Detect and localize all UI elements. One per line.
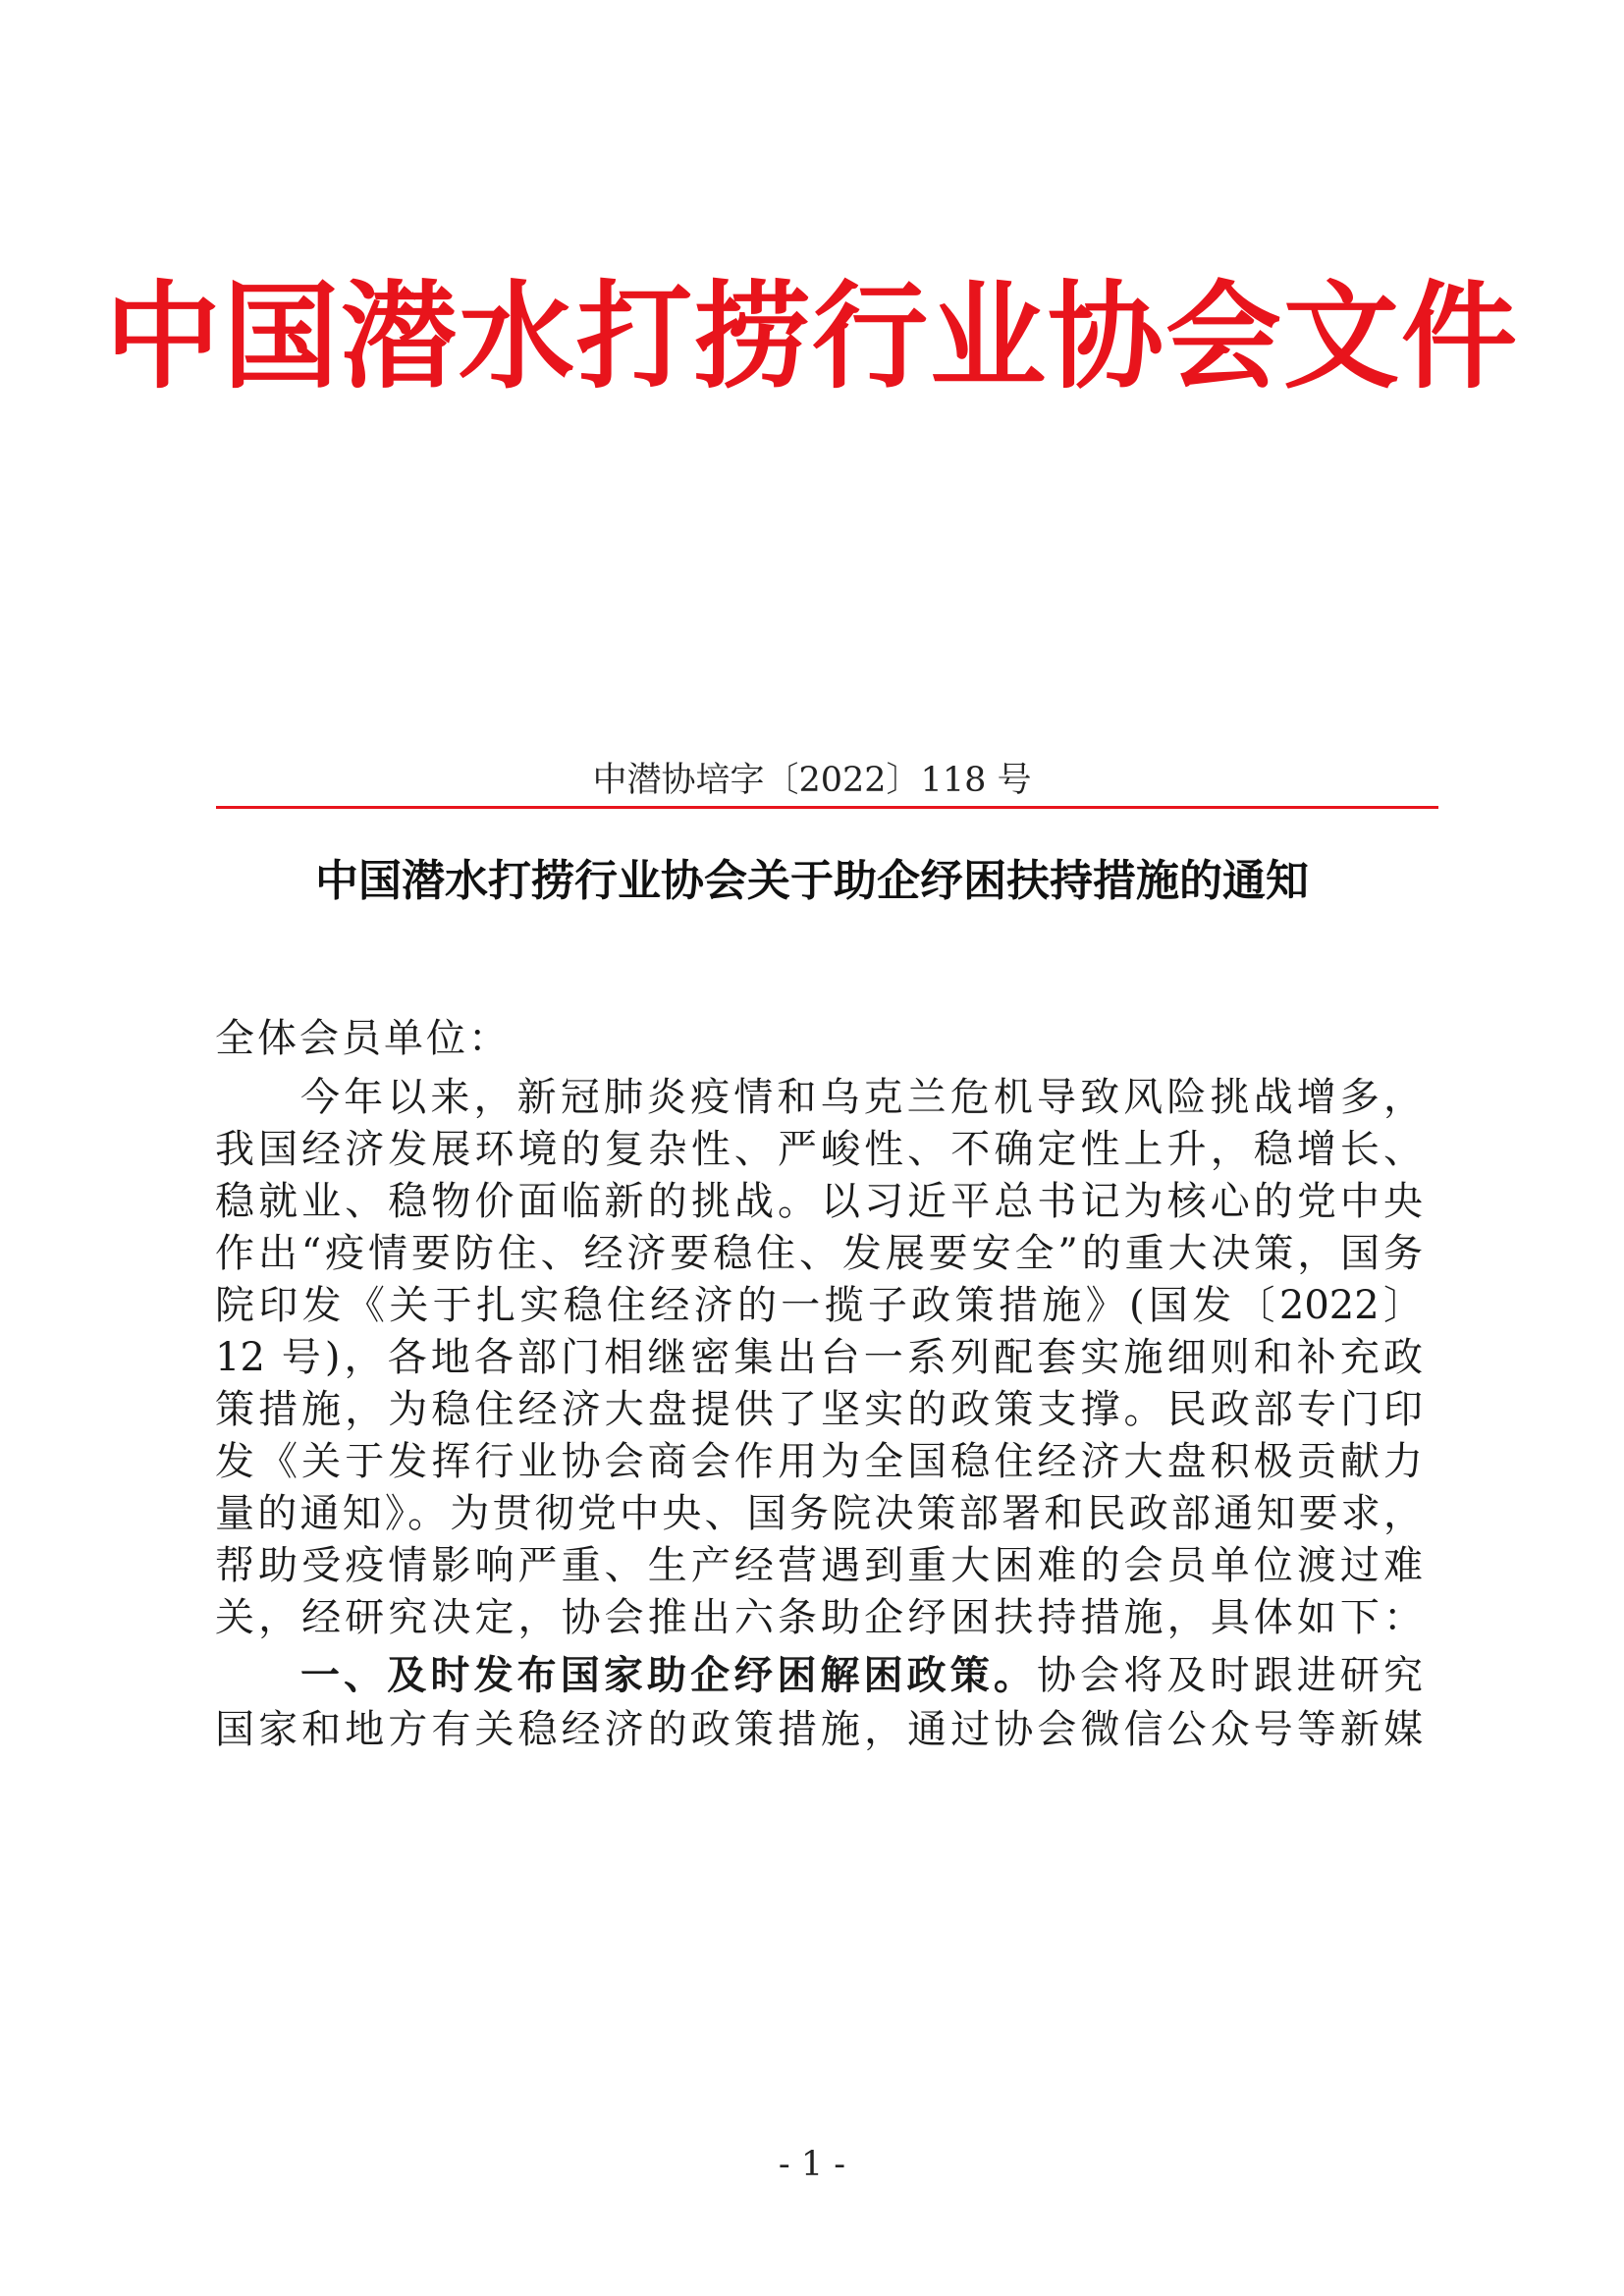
body-line: 帮助受疫情影响严重、生产经营遇到重大困难的会员单位渡过难 (215, 1543, 1423, 1588)
section-one-text: 协会将及时跟进研究 (1037, 1653, 1423, 1698)
section-one-heading: 一、及时发布国家助企纾困解困政策。 (300, 1652, 1038, 1698)
body-line: 发《关于发挥行业协会商会作用为全国稳住经济大盘积极贡献力 (215, 1439, 1423, 1484)
body-line: 12 号)，各地各部门相继密集出台一系列配套实施细则和补充政 (215, 1335, 1423, 1380)
document-masthead: 中国潜水打捞行业协会文件 (104, 269, 1519, 404)
salutation: 全体会员单位： (215, 1016, 511, 1061)
body-line: 国家和地方有关稳经济的政策措施，通过协会微信公众号等新媒 (215, 1707, 1423, 1752)
body-line-section-one (300, 1648, 1423, 1703)
body-line: 作出“疫情要防住、经济要稳住、发展要安全”的重大决策，国务 (215, 1231, 1423, 1276)
body-line: 稳就业、稳物价面临新的挑战。以习近平总书记为核心的党中央 (215, 1179, 1423, 1224)
body-line: 策措施，为稳住经济大盘提供了坚实的政策支撑。民政部专门印 (215, 1387, 1423, 1432)
red-divider-rule (216, 806, 1438, 809)
body-line: 院印发《关于扎实稳住经济的一揽子政策措施》(国发〔2022〕 (215, 1283, 1423, 1328)
body-line: 我国经济发展环境的复杂性、严峻性、不确定性上升，稳增长、 (215, 1127, 1423, 1172)
body-line: 今年以来，新冠肺炎疫情和乌克兰危机导致风险挑战增多， (300, 1075, 1423, 1120)
body-line: 量的通知》。为贯彻党中央、国务院决策部署和民政部通知要求， (215, 1491, 1423, 1536)
page-number: - 1 - (778, 2145, 846, 2184)
document-title: 中国潜水打捞行业协会关于助企纾困扶持措施的通知 (315, 856, 1309, 906)
body-line: 关，经研究决定，协会推出六条助企纾困扶持措施，具体如下： (215, 1595, 1423, 1640)
document-number: 中潜协培字〔2022〕118 号 (592, 761, 1032, 800)
